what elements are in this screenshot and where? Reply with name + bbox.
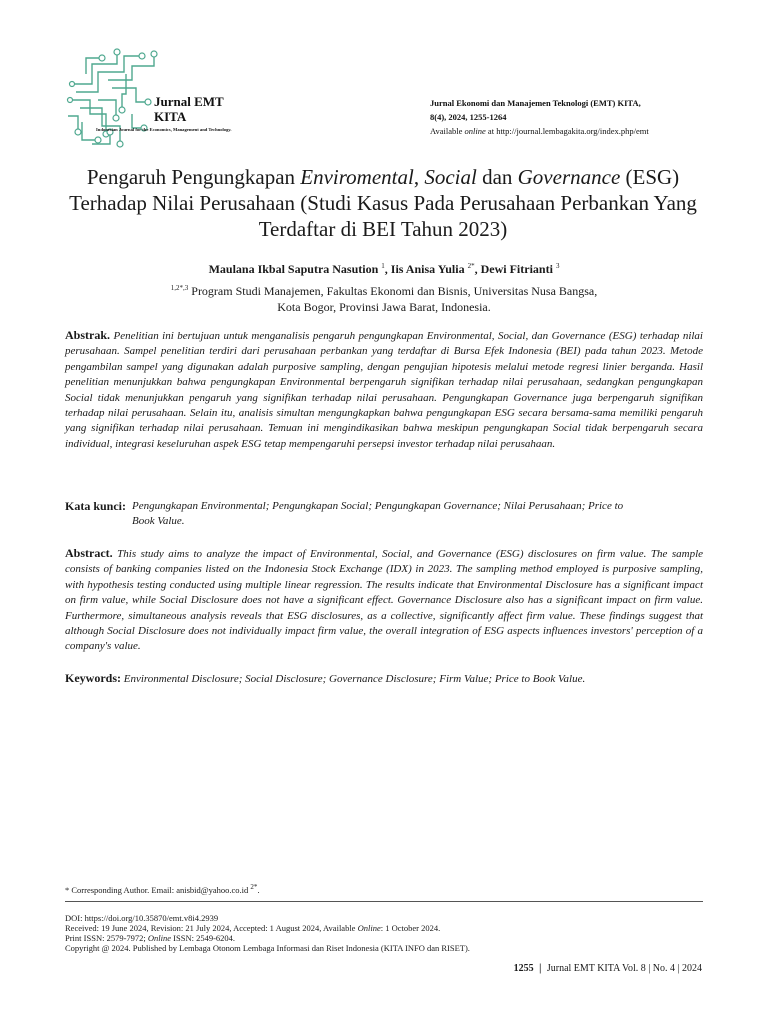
page-number: 1255 (513, 963, 534, 974)
author-name: Iis Anisa Yulia (390, 262, 465, 276)
keywords-label: Keywords: (65, 671, 121, 685)
keywords-text: Environmental Disclosure; Social Disclosure; Governance Disclosure; Firm Value; Price to Book Value. (123, 673, 586, 685)
article-metadata (65, 913, 705, 953)
abstrak-section (65, 328, 703, 452)
kata-kunci-section (65, 499, 705, 529)
abstract-section (65, 546, 703, 655)
journal-url-link[interactable]: http://journal.lembagakita.org/index.php/emt (496, 126, 649, 136)
page-footer: 1255 | Jurnal EMT KITA Vol. 8 | No. 4 | 2024 (513, 963, 702, 974)
journal-issue-footer: Jurnal EMT KITA Vol. 8 | No. 4 | 2024 (546, 963, 702, 974)
submission-dates: Received: 19 June 2024, Revision: 21 July 2024, Accepted: 1 August 2024, Available Online: 1 October 2024. (65, 923, 441, 933)
journal-info (430, 96, 730, 138)
article-title: Pengaruh Pengungkapan Enviromental, Social dan Governance (ESG) Terhadap Nilai Perusahaan (Studi Kasus Pada Perusahaan Perbankan Yang Terdaftar di BEI Tahun 2023) (69, 165, 697, 241)
journal-full-name: Jurnal Ekonomi dan Manajemen Teknologi (EMT) KITA, (430, 98, 641, 108)
keywords-section (65, 671, 705, 687)
copyright-notice: Copyright @ 2024. Published by Lembaga Otonom Lembaga Informasi dan Riset Indonesia (KITA INFO dan RISET). (65, 943, 470, 953)
abstract-label: Abstract. (65, 546, 113, 560)
kata-kunci-text: Pengungkapan Environmental; Pengungkapan Social; Pengungkapan Governance; Nilai Perusahaan; Price to Book Value. (132, 500, 624, 527)
doi-link[interactable]: DOI: https://doi.org/10.35870/emt.v8i4.2939 (65, 913, 219, 923)
corresponding-author-footnote: * Corresponding Author. Email: anisbid@yahoo.co.id $^{2*}$. (65, 883, 260, 895)
journal-subtitle: Indonesian Journal for the Economics, Management and Technology. (96, 127, 232, 132)
abstract-text: This study aims to analyze the impact of Environmental, Social, and Governance (ESG) disclosures on firm value. The sample consists of banking companies listed on the Indonesia Stock Exchange (IDX) in 2023. The sampling method employed is purposive sampling, with hypothesis testing conducted using multiple linear regression. The results indicate that Environmental Disclosure has a significant impact on firm value, while Social Disclosure does not have a significant effect. Governance Disclosure also has a significant impact on firm value. Furthermore, simultaneous analysis reveals that ESG disclosures, as a collective, significantly affect firm value. These findings suggest that although Social Disclosure does not individually impact firm value, the overall integration of ESG aspects influences investors' perception of a company's value. (65, 548, 704, 653)
journal-name: Jurnal EMT KITA (154, 94, 224, 124)
journal-logo (62, 44, 292, 154)
author-name: Maulana Ikbal Saputra Nasution (208, 262, 379, 276)
abstrak-label: Abstrak. (65, 328, 111, 342)
author-name: Dewi Fitrianti (480, 262, 553, 276)
author-affiliation: $^{1,2*,3}$ Program Studi Manajemen, Fakultas Ekonomi dan Bisnis, Universitas Nusa Bangsa, Kota Bogor, Provinsi Jawa Barat, Indonesia. (170, 284, 598, 314)
journal-availability: Available online at http://journal.lembagakita.org/index.php/emt (430, 126, 649, 136)
author-list: Maulana Ikbal Saputra Nasution $^1$, Iis Anisa Yulia $^{2*}$, Dewi Fitrianti $^3$ (208, 262, 560, 276)
issn-info: Print ISSN: 2579-7972; Online ISSN: 2549-6204. (65, 933, 236, 943)
journal-volume: 8(4), 2024, 1255-1264 (430, 112, 507, 122)
kata-kunci-label: Kata kunci: (65, 499, 127, 513)
footer-divider (65, 901, 703, 902)
abstrak-text: Penelitian ini bertujuan untuk menganalisis pengaruh pengungkapan Environmental, Social, dan Governance (ESG) terhadap nilai perusahaan. Sampel penelitian terdiri dari perusahaan perbankan yang terdaftar di Bursa Efek Indonesia (BEI) pada tahun 2023. Metode pengambilan sampel yang digunakan adalah purposive sampling, dengan pengujian hipotesis melalui metode regresi linier berganda. Hasil penelitian menunjukkan bahwa pengungkapan Environmental berpengaruh signifikan terhadap nilai perusahaan, sedangkan pengungkapan Social tidak menunjukkan pengaruh yang signifikan terhadap nilai perusahaan. Pengungkapan Governance juga berpengaruh signifikan terhadap nilai perusahaan. Selain itu, analisis simultan mengungkapkan bahwa pengungkapan ESG secara bersama-sama memiliki pengaruh yang signifikan terhadap nilai perusahaan. Temuan ini mengindikasikan bahwa meskipun pengungkapan Social tidak berpengaruh secara individual, integrasi keseluruhan aspek ESG tetap mempengaruhi persepsi investor terhadap nilai perusahaan. (65, 330, 703, 450)
